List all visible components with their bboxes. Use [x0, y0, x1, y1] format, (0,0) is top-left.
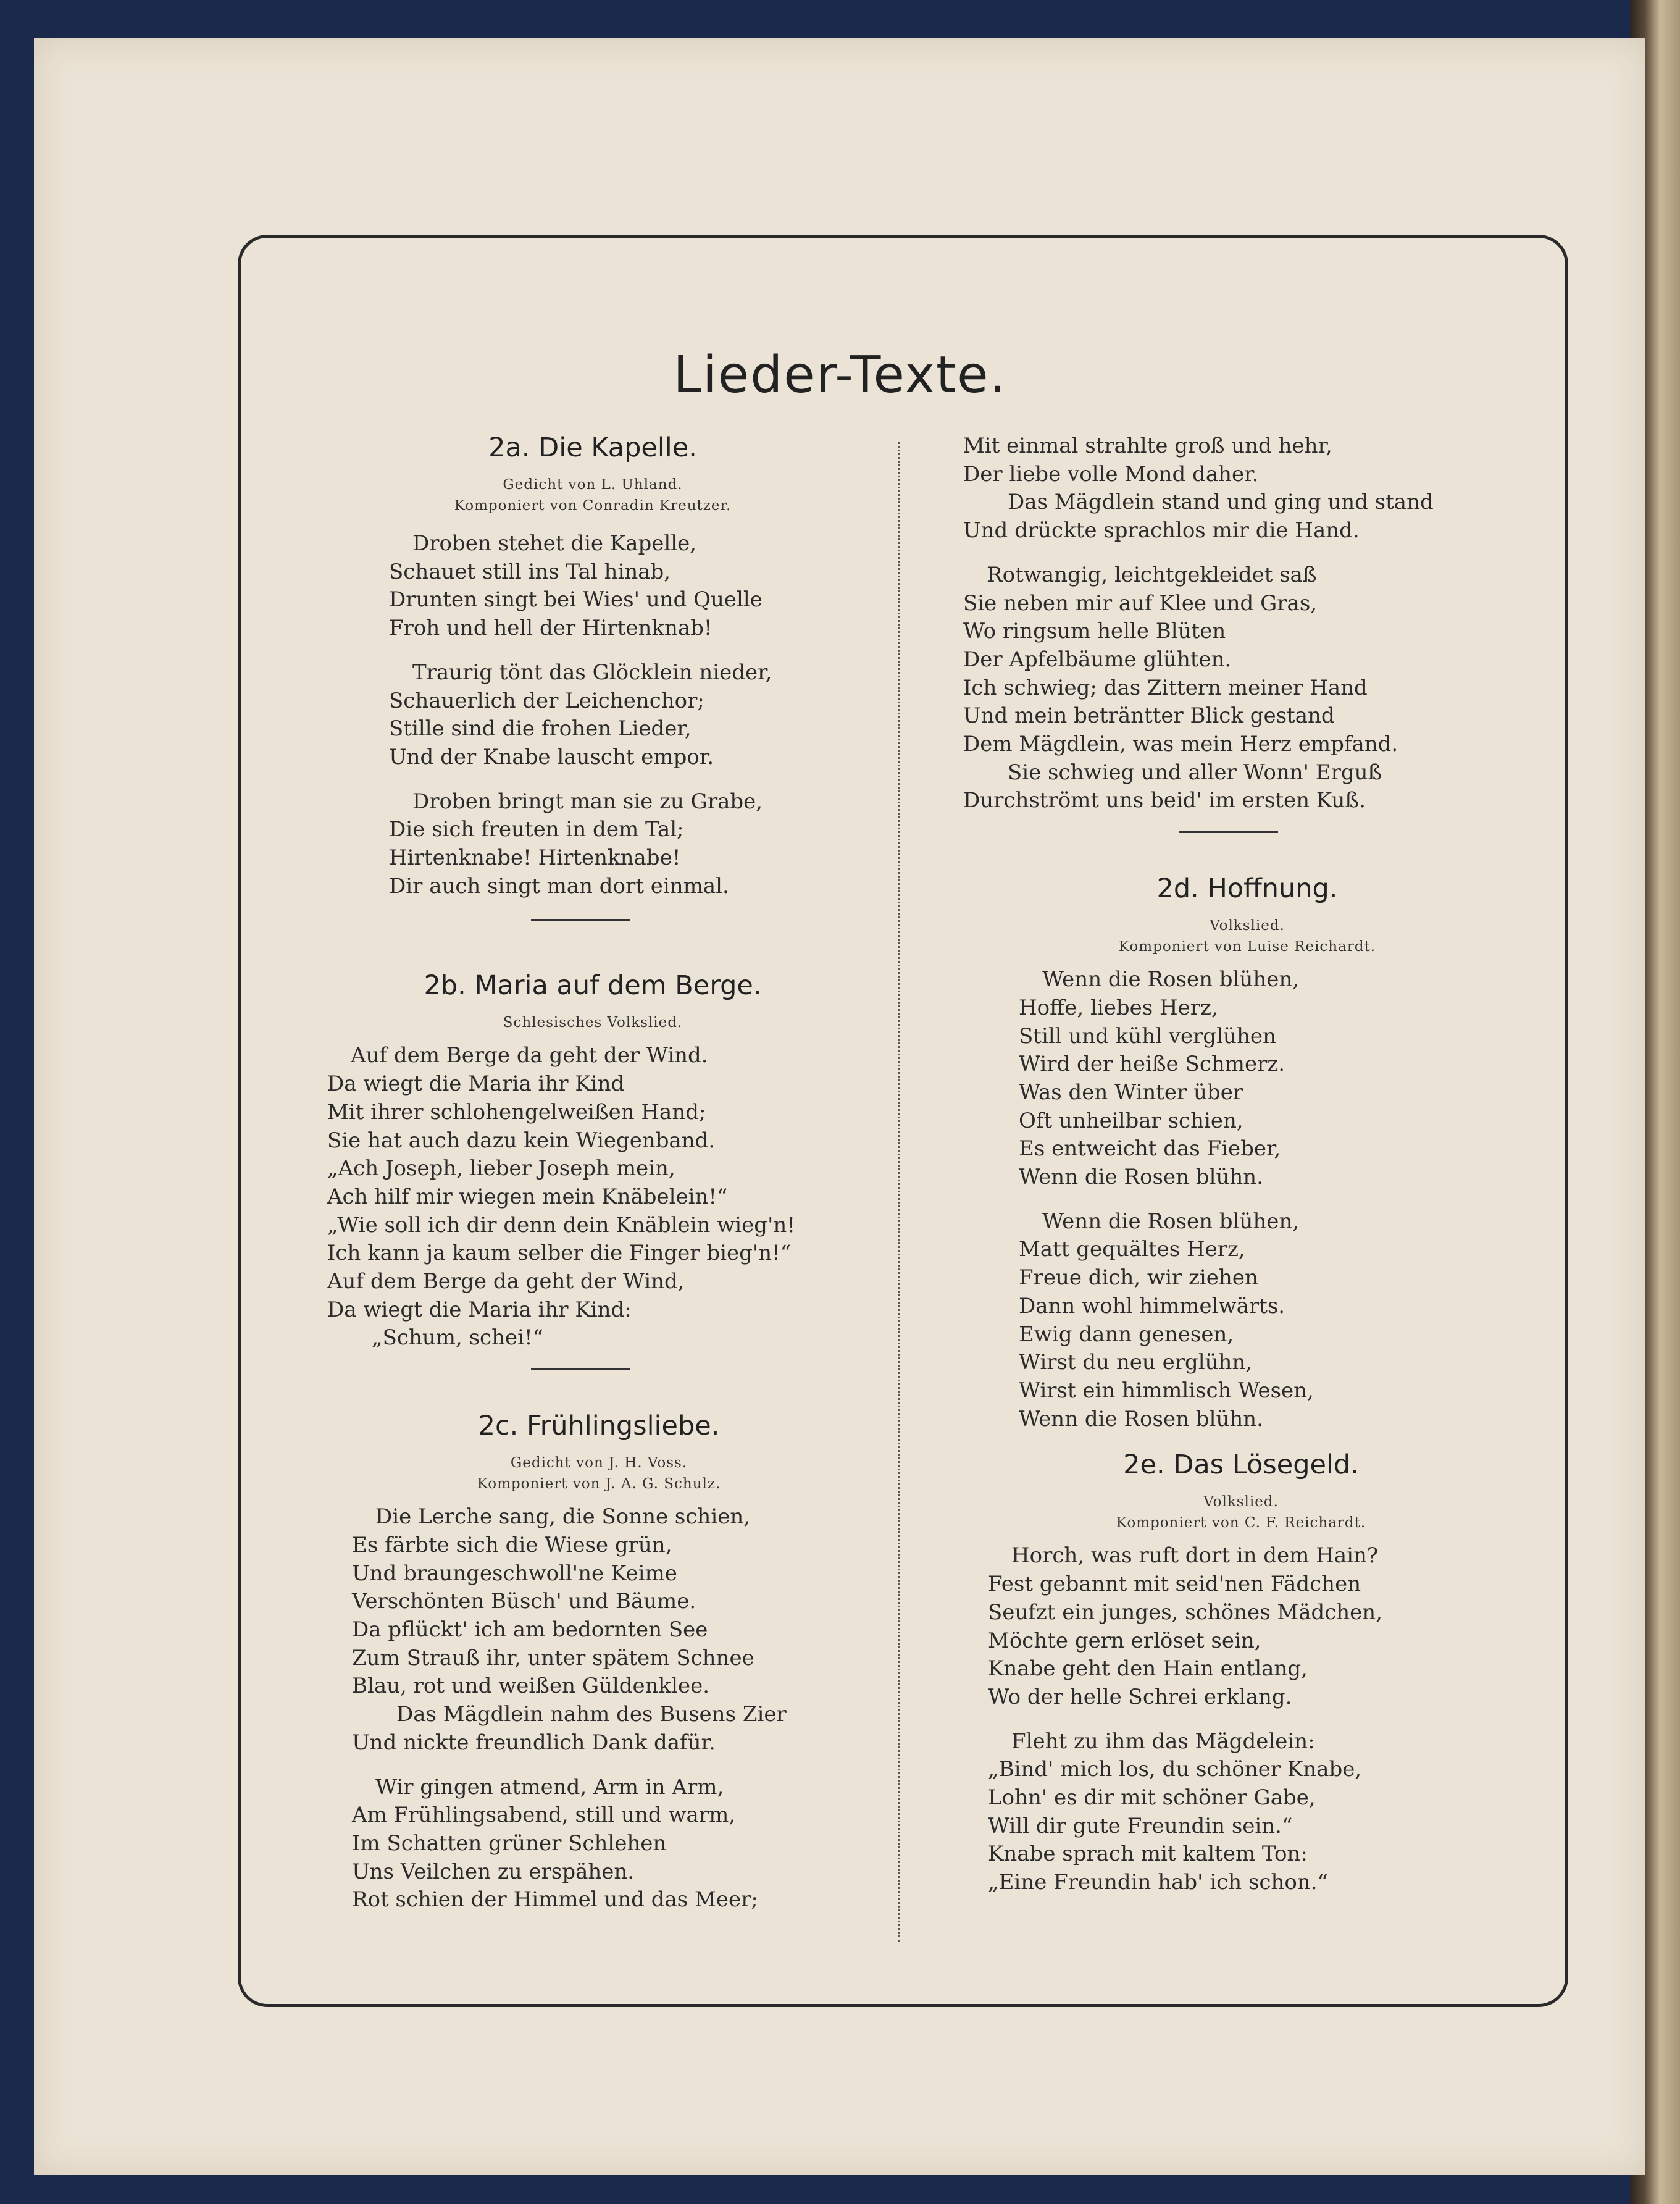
verse-line: Rotwangig, leichtgekleidet saß: [987, 562, 1317, 587]
verse-line: Mit ihrer schlohengelweißen Hand;: [327, 1099, 706, 1125]
verse-line: Und nickte freundlich Dank dafür.: [352, 1730, 716, 1755]
song-text: [963, 432, 1531, 815]
verse-line: Es entweicht das Fieber,: [1019, 1136, 1281, 1162]
verse-line: Das Mägdlein nahm des Busens Zier: [396, 1702, 787, 1727]
verse-line: Drunten singt bei Wies' und Quelle: [389, 587, 763, 613]
verse-line: Knabe geht den Hain entlang,: [988, 1656, 1308, 1682]
verse-line: Ewig dann genesen,: [1019, 1322, 1234, 1347]
verse-line: Das Mägdlein stand und ging und stand: [1008, 490, 1434, 515]
verse-line: Schauet still ins Tal hinab,: [389, 559, 671, 584]
song-credit-origin: Volkslied.: [1210, 918, 1285, 934]
song-header: [352, 1410, 846, 1494]
song-maria: [284, 970, 858, 1352]
song-text: [370, 530, 815, 900]
verse-line: Droben stehet die Kapelle,: [412, 531, 697, 556]
verse-line: Wirst ein himmlisch Wesen,: [1019, 1378, 1314, 1403]
verse-line: „Wie soll ich dir denn dein Knäblein wieg'n!: [327, 1212, 795, 1238]
verse-line: Matt gequältes Herz,: [1019, 1237, 1245, 1262]
verse-line: Froh und hell der Hirtenknab!: [389, 616, 713, 641]
stanza: [389, 530, 815, 643]
verse-line: „Ach Joseph, lieber Joseph mein,: [327, 1156, 675, 1181]
song-credit-composer: Komponiert von Luise Reichardt.: [1118, 939, 1376, 955]
verse-line: Wenn die Rosen blühn.: [1019, 1165, 1263, 1190]
song-text: [327, 1042, 858, 1352]
verse-line: Die sich freuten in dem Tal;: [389, 817, 684, 842]
song-credit-poet: Gedicht von L. Uhland.: [503, 477, 683, 493]
verse-line: Uns Veilchen zu erspähen.: [352, 1859, 635, 1884]
verse-line: Ich kann ja kaum selber die Finger bieg'n!“: [327, 1241, 792, 1266]
verse-line: Hoffe, liebes Herz,: [1019, 995, 1218, 1020]
verse-line: Wo ringsum helle Blüten: [963, 619, 1226, 644]
verse-line: Es färbte sich die Wiese grün,: [352, 1532, 672, 1557]
stanza: [988, 1542, 1494, 1711]
stanza: [963, 561, 1531, 815]
right-column: [963, 432, 1556, 1913]
song-credit-composer: Komponiert von C. F. Reichardt.: [1116, 1515, 1366, 1531]
verse-line: Rot schien der Himmel und das Meer;: [352, 1887, 758, 1913]
verse-line: Knabe sprach mit kaltem Ton:: [988, 1842, 1308, 1867]
verse-line: Auf dem Berge da geht der Wind.: [351, 1043, 708, 1068]
section-separator: [531, 919, 630, 921]
verse-line: Seufzt ein junges, schönes Mädchen,: [988, 1599, 1383, 1625]
verse-line: Wir gingen atmend, Arm in Arm,: [375, 1774, 724, 1800]
verse-line: Droben bringt man sie zu Grabe,: [412, 789, 763, 814]
stanza: [1019, 966, 1476, 1192]
verse-line: Ich schwieg; das Zittern meiner Hand: [963, 675, 1368, 700]
verse-line: Was den Winter über: [1019, 1079, 1243, 1105]
verse-line: Oft unheilbar schien,: [1019, 1108, 1243, 1133]
verse-line: Die Lerche sang, die Sonne schien,: [375, 1504, 751, 1530]
song-fruehlingsliebe-continued: [963, 432, 1531, 815]
verse-line: Da pflückt' ich am bedornten See: [352, 1617, 708, 1642]
verse-line: Wenn die Rosen blühen,: [1042, 967, 1300, 992]
verse-line: Stille sind die frohen Lieder,: [389, 716, 692, 742]
verse-line: Mit einmal strahlte groß und hehr,: [963, 434, 1332, 458]
verse-line: Am Frühlingsabend, still und warm,: [352, 1803, 736, 1828]
verse-line: Blau, rot und weißen Güldenklee.: [352, 1674, 710, 1699]
verse-line: Fest gebannt mit seid'nen Fädchen: [988, 1572, 1361, 1597]
song-header: [327, 970, 858, 1033]
song-credit-composer: Komponiert von Conradin Kreutzer.: [454, 498, 732, 514]
verse-line: Schauerlich der Leichenchor;: [389, 688, 704, 713]
verse-line: Dann wohl himmelwärts.: [1019, 1293, 1285, 1318]
section-separator: [531, 1368, 630, 1370]
song-fruehlingsliebe: [284, 1410, 846, 1914]
verse-line: Dem Mägdlein, was mein Herz empfand.: [963, 732, 1398, 757]
song-header: [370, 432, 815, 516]
verse-line: „Bind' mich los, du schöner Knabe,: [988, 1757, 1362, 1782]
song-credit-poet: Gedicht von J. H. Voss.: [510, 1455, 688, 1472]
verse-line: „Eine Freundin hab' ich schon.“: [988, 1870, 1328, 1895]
verse-line: Wenn die Rosen blühen,: [1042, 1209, 1300, 1234]
verse-line: Still und kühl verglühen: [1019, 1023, 1276, 1049]
verse-line: Will dir gute Freundin sein.“: [988, 1813, 1293, 1838]
stanza: [389, 788, 815, 901]
verse-line: Wird der heiße Schmerz.: [1019, 1052, 1285, 1077]
song-title: 2a. Die Kapelle.: [488, 432, 697, 463]
verse-line: Freue dich, wir ziehen: [1019, 1265, 1258, 1291]
left-column: [284, 432, 877, 1930]
song-credit-origin: Volkslied.: [1203, 1494, 1279, 1511]
stanza: [352, 1774, 846, 1915]
verse-line: Sie schwieg und aller Wonn' Erguß: [1008, 760, 1382, 785]
song-title: 2b. Maria auf dem Berge.: [424, 970, 762, 1002]
stanza: [352, 1503, 846, 1757]
verse-line: Dir auch singt man dort einmal.: [389, 873, 729, 899]
stanza: [1019, 1208, 1476, 1434]
song-title: 2d. Hoffnung.: [1156, 873, 1338, 905]
verse-line: Lohn' es dir mit schöner Gabe,: [988, 1785, 1316, 1811]
verse-line: Wenn die Rosen blühn.: [1019, 1406, 1263, 1431]
song-title: 2e. Das Lösegeld.: [1123, 1449, 1359, 1481]
verse-line: Ach hilf mir wiegen mein Knäbelein!“: [327, 1184, 728, 1209]
verse-line: Sie hat auch dazu kein Wiegenband.: [327, 1128, 716, 1153]
song-header: [988, 1449, 1494, 1533]
verse-line: Hirtenknabe! Hirtenknabe!: [389, 845, 681, 871]
stanza: [389, 659, 815, 772]
verse-line: Wo der helle Schrei erklang.: [988, 1684, 1292, 1709]
verse-line: Und drückte sprachlos mir die Hand.: [963, 518, 1360, 543]
song-text: [1019, 966, 1476, 1433]
song-hoffnung: [963, 873, 1476, 1433]
stanza: [963, 432, 1531, 545]
verse-line: Und der Knabe lauscht empor.: [389, 744, 714, 769]
song-credit-origin: Schlesisches Volkslied.: [503, 1015, 683, 1031]
column-divider: [898, 442, 900, 1942]
verse-line: Und mein beträntter Blick gestand: [963, 703, 1335, 729]
verse-line: Der Apfelbäume glühten.: [963, 647, 1232, 672]
verse-line: „Schum, schei!“: [372, 1325, 544, 1351]
song-header: [1019, 873, 1476, 957]
stanza: [988, 1728, 1494, 1897]
verse-line: Und braungeschwoll'ne Keime: [352, 1561, 677, 1586]
verse-line: Im Schatten grüner Schlehen: [352, 1830, 667, 1856]
verse-line: Da wiegt die Maria ihr Kind:: [327, 1297, 632, 1322]
song-credit-composer: Komponiert von J. A. G. Schulz.: [477, 1476, 721, 1493]
verse-line: Horch, was ruft dort in dem Hain?: [1011, 1543, 1379, 1569]
song-title: 2c. Frühlingsliebe.: [478, 1410, 720, 1442]
page-title: Lieder-Texte.: [673, 346, 1007, 404]
song-loesegeld: [963, 1449, 1494, 1896]
verse-line: Verschönten Büsch' und Bäume.: [352, 1589, 696, 1614]
song-text: [352, 1503, 846, 1914]
verse-line: Traurig tönt das Glöcklein nieder,: [412, 660, 772, 685]
verse-line: Durchströmt uns beid' im ersten Kuß.: [963, 788, 1366, 813]
stanza: [327, 1042, 858, 1352]
verse-line: Der liebe volle Mond daher.: [963, 461, 1259, 487]
verse-line: Da wiegt die Maria ihr Kind: [327, 1071, 625, 1097]
section-separator: [1179, 831, 1278, 833]
song-text: [988, 1542, 1494, 1896]
verse-line: Zum Strauß ihr, unter spätem Schnee: [352, 1645, 754, 1670]
verse-line: Auf dem Berge da geht der Wind,: [327, 1269, 685, 1294]
verse-line: Sie neben mir auf Klee und Gras,: [963, 590, 1318, 616]
verse-line: Wirst du neu erglühn,: [1019, 1350, 1253, 1375]
song-kapelle: [284, 432, 815, 900]
verse-line: Fleht zu ihm das Mägdelein:: [1011, 1728, 1315, 1754]
verse-line: Möchte gern erlöset sein,: [988, 1628, 1261, 1653]
